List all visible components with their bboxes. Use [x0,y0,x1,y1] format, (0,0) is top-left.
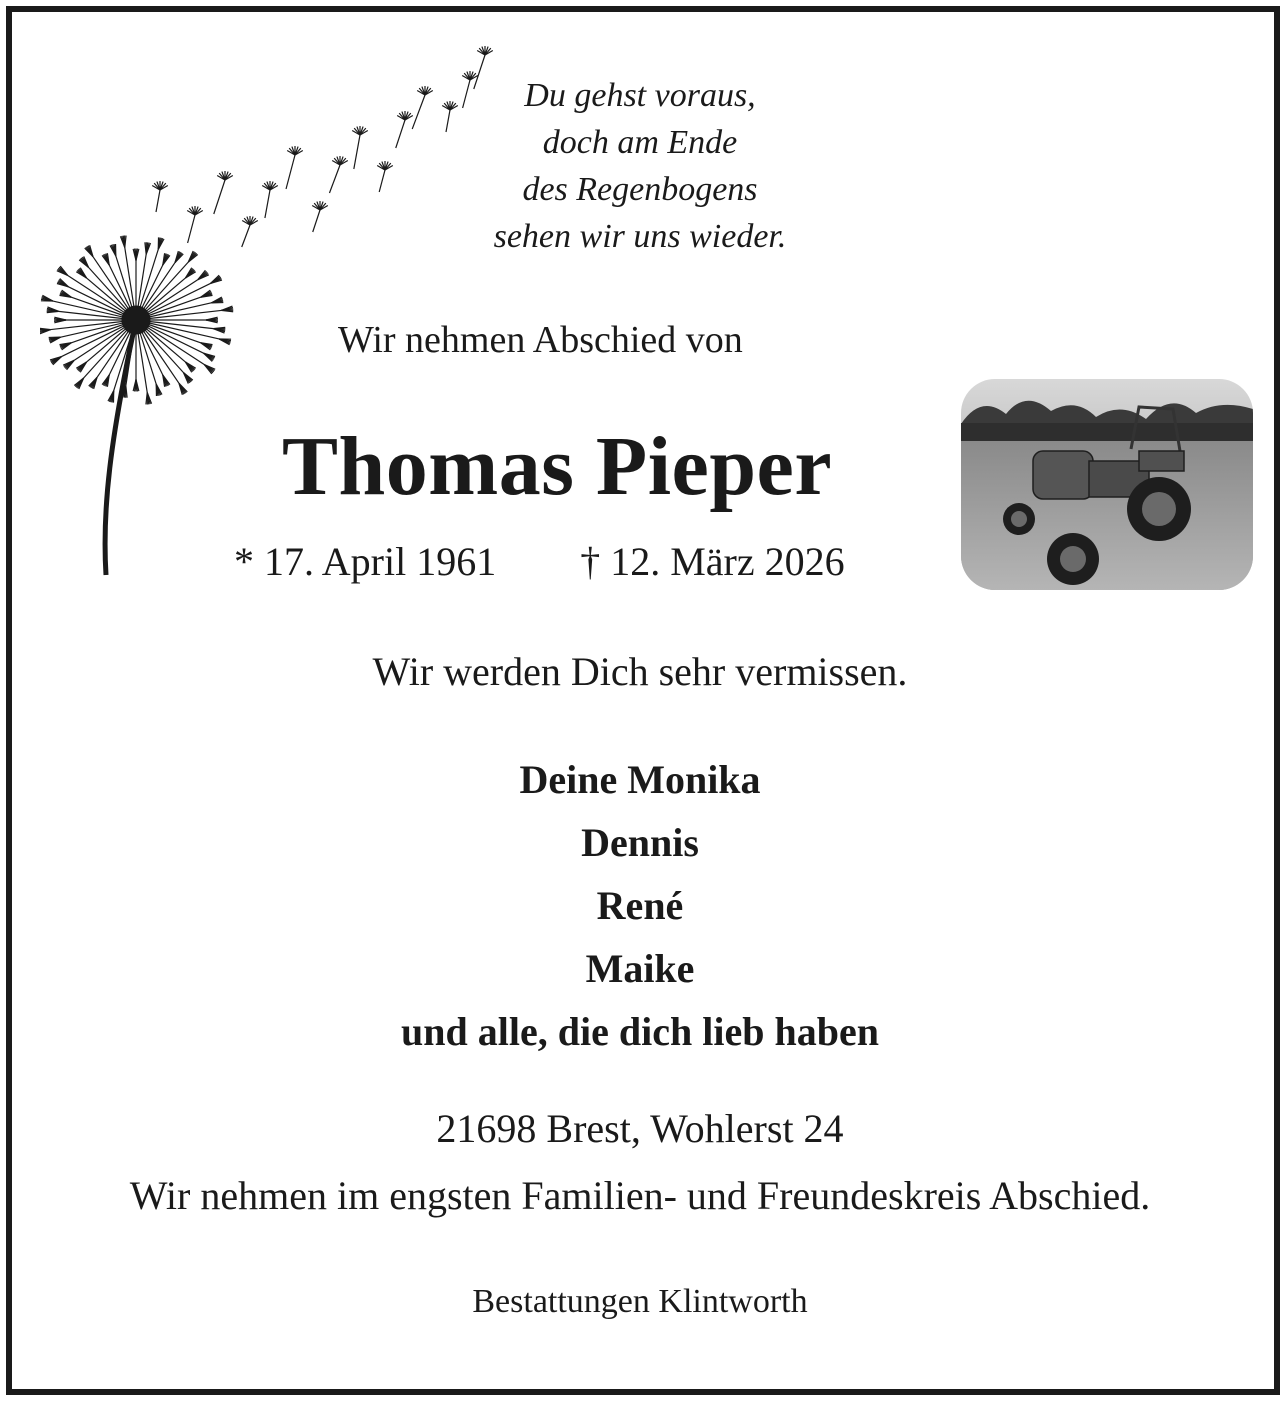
poem-line: doch am Ende [542,124,738,161]
poem-line: Du gehst voraus, [524,77,756,114]
poem [400,72,880,260]
tractor-photo [961,379,1253,590]
message-text: Wir werden Dich sehr vermissen. [372,649,908,694]
birth-date: * 17. April 1961 [234,539,497,584]
family-member: Deine Monika [519,757,761,802]
address: 21698 Brest, Wohlerst 24 [436,1106,844,1151]
farewell-notice: Wir nehmen im engsten Familien- und Freundeskreis Abschied. [129,1173,1151,1218]
undertaker-name: Bestattungen Klintworth [472,1283,808,1320]
family-member: Dennis [581,820,699,865]
family-member: René [596,883,684,928]
family-member: Maike [585,946,695,991]
family-member: und alle, die dich lieb haben [401,1009,879,1054]
poem-line: sehen wir uns wieder. [493,218,787,255]
deceased-name: Thomas Pieper [282,420,833,513]
poem-line: des Regenbogens [522,171,758,208]
death-date: † 12. März 2026 [580,539,845,584]
life-dates [234,538,845,585]
intro-text: Wir nehmen Abschied von [338,319,743,361]
family-list [0,748,1280,1063]
